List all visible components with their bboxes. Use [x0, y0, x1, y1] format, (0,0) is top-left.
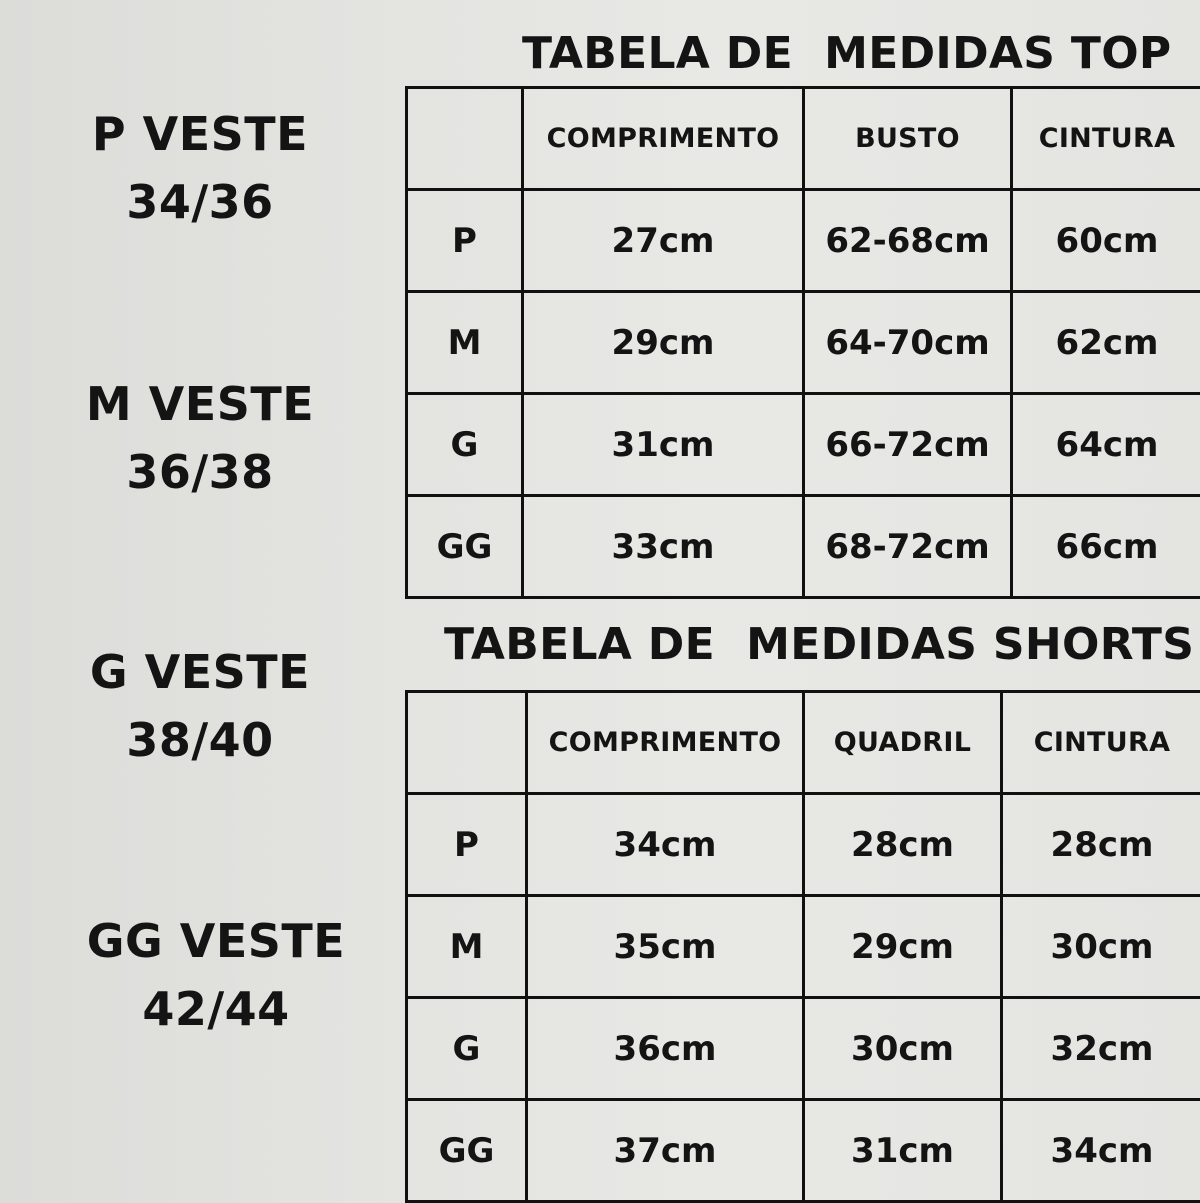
size-cell: P	[407, 794, 527, 896]
table-cell: 30cm	[1002, 896, 1200, 998]
header-cell: COMPRIMENTO	[523, 88, 804, 190]
table-cell: 31cm	[523, 394, 804, 496]
table-cell: 60cm	[1012, 190, 1200, 292]
size-guide-label: G VESTE	[40, 638, 360, 706]
table-cell: 28cm	[804, 794, 1002, 896]
top-table-title: TABELA DE MEDIDAS TOP	[522, 28, 1171, 80]
size-guide-range: 36/38	[40, 438, 360, 506]
size-guide-p	[40, 100, 360, 236]
table-cell: 36cm	[527, 998, 804, 1100]
size-guide-range: 38/40	[40, 706, 360, 774]
table-row	[407, 190, 1200, 292]
size-cell: G	[407, 394, 523, 496]
size-guide-m	[40, 370, 360, 506]
table-cell: 35cm	[527, 896, 804, 998]
table-cell: 62cm	[1012, 292, 1200, 394]
shorts-table-title: TABELA DE MEDIDAS SHORTS	[444, 619, 1194, 671]
table-cell: 64cm	[1012, 394, 1200, 496]
table-cell: 37cm	[527, 1100, 804, 1202]
table-cell: 31cm	[804, 1100, 1002, 1202]
table-row	[407, 998, 1200, 1100]
table-cell: 28cm	[1002, 794, 1200, 896]
table-row	[407, 292, 1200, 394]
size-cell: GG	[407, 1100, 527, 1202]
table-cell: 66-72cm	[804, 394, 1012, 496]
table-row	[407, 496, 1200, 598]
size-cell: G	[407, 998, 527, 1100]
header-cell: CINTURA	[1012, 88, 1200, 190]
table-cell: 29cm	[804, 896, 1002, 998]
size-guide-label: GG VESTE	[56, 907, 376, 975]
table-cell: 30cm	[804, 998, 1002, 1100]
table-cell: 68-72cm	[804, 496, 1012, 598]
size-cell: GG	[407, 496, 523, 598]
table-cell: 27cm	[523, 190, 804, 292]
table-cell: 32cm	[1002, 998, 1200, 1100]
size-guide-gg	[56, 907, 376, 1043]
size-cell: P	[407, 190, 523, 292]
header-cell	[407, 692, 527, 794]
shorts-measurements-table	[405, 690, 1200, 1203]
size-guide-range: 42/44	[56, 975, 376, 1043]
header-cell	[407, 88, 523, 190]
size-guide-label: M VESTE	[40, 370, 360, 438]
table-cell: 34cm	[527, 794, 804, 896]
table-cell: 66cm	[1012, 496, 1200, 598]
table-row	[407, 1100, 1200, 1202]
size-cell: M	[407, 292, 523, 394]
header-cell: QUADRIL	[804, 692, 1002, 794]
table-cell: 34cm	[1002, 1100, 1200, 1202]
table-row	[407, 394, 1200, 496]
top-measurements-table	[405, 86, 1200, 599]
table-row	[407, 794, 1200, 896]
header-cell: CINTURA	[1002, 692, 1200, 794]
table-cell: 29cm	[523, 292, 804, 394]
table-header-row	[407, 692, 1200, 794]
table-cell: 64-70cm	[804, 292, 1012, 394]
size-guide-g	[40, 638, 360, 774]
table-cell: 33cm	[523, 496, 804, 598]
table-header-row	[407, 88, 1200, 190]
size-guide-range: 34/36	[40, 168, 360, 236]
table-cell: 62-68cm	[804, 190, 1012, 292]
header-cell: COMPRIMENTO	[527, 692, 804, 794]
size-cell: M	[407, 896, 527, 998]
size-guide-label: P VESTE	[40, 100, 360, 168]
header-cell: BUSTO	[804, 88, 1012, 190]
table-row	[407, 896, 1200, 998]
